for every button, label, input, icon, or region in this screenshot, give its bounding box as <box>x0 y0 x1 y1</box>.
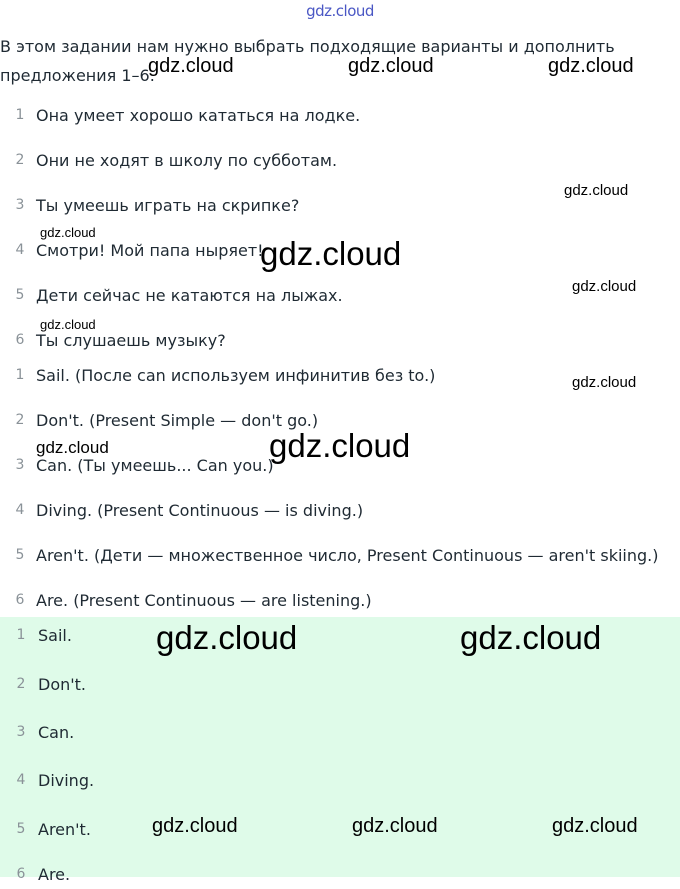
item-number: 5 <box>15 547 25 563</box>
item-text: Diving. (Present Continuous — is diving.) <box>36 500 364 520</box>
answer-item <box>0 717 74 747</box>
item-number: 6 <box>15 592 25 608</box>
answer-item <box>0 859 70 889</box>
item-number: 3 <box>16 724 26 740</box>
watermark: gdz.cloud <box>572 374 637 391</box>
translation-item <box>0 190 299 220</box>
item-text: Они не ходят в школу по субботам. <box>36 150 338 170</box>
watermark: gdz.cloud <box>152 815 238 837</box>
item-number: 3 <box>15 457 25 473</box>
translation-item <box>0 280 343 310</box>
answer-item <box>0 669 86 699</box>
item-text: Дети сейчас не катаются на лыжах. <box>36 285 343 305</box>
item-number: 1 <box>16 627 26 643</box>
watermark: gdz.cloud <box>348 55 434 77</box>
watermark: gdz.cloud <box>260 235 402 272</box>
answer-panel <box>0 617 680 884</box>
item-text: Она умеет хорошо кататься на лодке. <box>36 105 361 125</box>
item-text: Are. (Present Continuous — are listening.) <box>36 590 372 610</box>
item-number: 5 <box>16 821 26 837</box>
explanation-item <box>0 360 435 390</box>
task-intro: В этом задании нам нужно выбрать подходящие варианты и дополнить предложения 1–6. <box>0 37 615 85</box>
item-number: 2 <box>16 676 26 692</box>
item-number: 6 <box>15 332 25 348</box>
translation-item <box>0 325 226 355</box>
watermark: gdz.cloud <box>40 317 96 332</box>
watermark: gdz.cloud <box>460 619 602 656</box>
item-text: Смотри! Мой папа ныряет! <box>36 240 264 260</box>
answer-text: Are. <box>38 864 71 884</box>
watermark: gdz.cloud <box>564 182 629 199</box>
site-logo[interactable]: gdz.cloud <box>306 2 374 20</box>
item-text: Sail. (После can используем инфинитив без to.) <box>36 365 436 385</box>
explanation-item <box>0 540 658 570</box>
item-text: Ты умеешь играть на скрипке? <box>36 195 300 215</box>
translation-item <box>0 145 337 175</box>
watermark: gdz.cloud <box>552 815 638 837</box>
watermark: gdz.cloud <box>148 55 234 77</box>
item-number: 4 <box>15 242 25 258</box>
item-number: 6 <box>16 866 26 882</box>
answer-text: Can. <box>38 722 75 742</box>
watermark: gdz.cloud <box>352 815 438 837</box>
explanation-item <box>0 585 372 615</box>
item-text: Aren't. (Дети — множественное число, Present Continuous — aren't skiing.) <box>36 545 659 565</box>
answer-text: Don't. <box>38 674 87 694</box>
item-text: Ты слушаешь музыку? <box>36 330 226 350</box>
answer-item <box>0 814 91 844</box>
answer-item <box>0 620 72 650</box>
watermark: gdz.cloud <box>40 225 96 240</box>
item-number: 1 <box>15 107 25 123</box>
watermark: gdz.cloud <box>156 619 298 656</box>
watermark: gdz.cloud <box>36 438 109 457</box>
item-number: 1 <box>15 367 25 383</box>
item-number: 2 <box>15 152 25 168</box>
item-text: Don't. (Present Simple — don't go.) <box>36 410 319 430</box>
answer-text: Diving. <box>38 770 95 790</box>
item-number: 3 <box>15 197 25 213</box>
item-number: 4 <box>16 772 26 788</box>
watermark: gdz.cloud <box>572 278 637 295</box>
answer-text: Aren't. <box>38 819 91 839</box>
watermark: gdz.cloud <box>548 55 634 77</box>
explanation-item <box>0 495 363 525</box>
watermark: gdz.cloud <box>269 427 411 464</box>
item-text: Can. (Ты умеешь... Can you.) <box>36 455 274 475</box>
answer-text: Sail. <box>38 625 72 645</box>
item-number: 2 <box>15 412 25 428</box>
item-number: 5 <box>15 287 25 303</box>
translation-item <box>0 100 360 130</box>
answer-item <box>0 765 94 795</box>
item-number: 4 <box>15 502 25 518</box>
